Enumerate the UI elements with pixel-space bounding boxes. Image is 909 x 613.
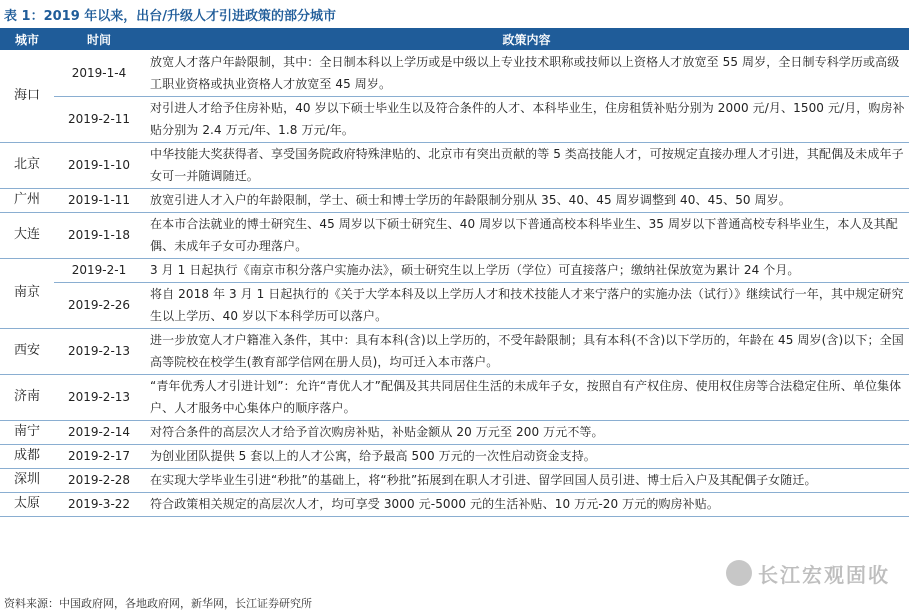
city-cell: 广州 — [0, 188, 54, 212]
date-cell: 2019-2-13 — [54, 328, 144, 374]
city-cell: 海口 — [0, 50, 54, 142]
policy-cell: 对符合条件的高层次人才给予首次购房补贴，补贴金额从 20 万元至 200 万元不等。 — [144, 420, 909, 444]
table-row — [0, 188, 909, 212]
table-row — [0, 50, 909, 96]
table-row — [0, 258, 909, 282]
city-cell: 北京 — [0, 142, 54, 188]
city-cell: 西安 — [0, 328, 54, 374]
policy-cell: 进一步放宽人才户籍准入条件，其中：具有本科(含)以上学历的，不受年龄限制；具有本科(不含)以下学历的，年龄在 45 周岁(含)以下；全国高等院校在校学生(教育部学信网在册人员)，均可迁入本市落户。 — [144, 328, 909, 374]
city-cell: 南京 — [0, 258, 54, 328]
policy-table — [0, 28, 909, 517]
policy-cell: 放宽人才落户年龄限制，其中：全日制本科以上学历或是中级以上专业技术职称或技师以上资格人才放宽至 55 周岁，全日制专科学历或高级工职业资格或执业资格人才放宽至 45 周岁。 — [144, 50, 909, 96]
city-cell: 成都 — [0, 444, 54, 468]
date-cell: 2019-2-17 — [54, 444, 144, 468]
table-row — [0, 374, 909, 420]
policy-cell: 将自 2018 年 3 月 1 日起执行的《关于大学本科及以上学历人才和技术技能人才来宁落户的实施办法（试行）》继续试行一年，其中规定研究生以上学历、40 岁以下本科学历可以落户。 — [144, 282, 909, 328]
policy-cell: 符合政策相关规定的高层次人才，均可享受 3000 元-5000 元的生活补贴、10 万元-20 万元的购房补贴。 — [144, 492, 909, 516]
table-row — [0, 96, 909, 142]
city-cell: 济南 — [0, 374, 54, 420]
header-city: 城市 — [14, 32, 39, 47]
city-cell: 南宁 — [0, 420, 54, 444]
table-row — [0, 212, 909, 258]
header-policy: 政策内容 — [502, 32, 551, 47]
city-cell: 深圳 — [0, 468, 54, 492]
watermark-text: 长江宏观固收 — [758, 562, 890, 587]
date-cell: 2019-1-11 — [54, 188, 144, 212]
date-cell: 2019-2-28 — [54, 468, 144, 492]
table-row — [0, 282, 909, 328]
table-row — [0, 444, 909, 468]
wechat-logo-icon — [726, 560, 752, 586]
policy-cell: 中华技能大奖获得者、享受国务院政府特殊津贴的、北京市有突出贡献的等 5 类高技能人才，可按规定直接办理人才引进，其配偶及未成年子女可一并随调随迁。 — [144, 142, 909, 188]
table-row — [0, 142, 909, 188]
policy-cell: “青年优秀人才引进计划”：允许“青优人才”配偶及其共同居住生活的未成年子女，按照自有产权住房、使用权住房等合法稳定住所、单位集体户、人才服务中心集体户的顺序落户。 — [144, 374, 909, 420]
date-cell: 2019-2-11 — [54, 96, 144, 142]
table-row — [0, 328, 909, 374]
header-date: 时间 — [86, 32, 111, 47]
watermark — [726, 556, 906, 590]
city-cell: 大连 — [0, 212, 54, 258]
date-cell: 2019-2-13 — [54, 374, 144, 420]
table-row — [0, 468, 909, 492]
policy-cell: 3 月 1 日起执行《南京市积分落户实施办法》，硕士研究生以上学历（学位）可直接落户；缴纳社保放宽为累计 24 个月。 — [144, 258, 909, 282]
date-cell: 2019-1-10 — [54, 142, 144, 188]
date-cell: 2019-3-22 — [54, 492, 144, 516]
date-cell: 2019-2-26 — [54, 282, 144, 328]
policy-cell: 在实现大学毕业生引进“秒批”的基础上，将“秒批”拓展到在职人才引进、留学回国人员引进、博士后入户及其配偶子女随迁。 — [144, 468, 909, 492]
table-header-row — [0, 28, 909, 50]
date-cell: 2019-1-18 — [54, 212, 144, 258]
table-row — [0, 492, 909, 516]
city-cell: 太原 — [0, 492, 54, 516]
table-row — [0, 420, 909, 444]
date-cell: 2019-2-14 — [54, 420, 144, 444]
date-cell: 2019-2-1 — [54, 258, 144, 282]
policy-cell: 放宽引进人才入户的年龄限制，学士、硕士和博士学历的年龄限制分别从 35、40、45 周岁调整到 40、45、50 周岁。 — [144, 188, 909, 212]
policy-cell: 对引进人才给予住房补贴，40 岁以下硕士毕业生以及符合条件的人才、本科毕业生，住房租赁补贴分别为 2000 元/月、1500 元/月，购房补贴分别为 2.4 万元/年、1.8 万元/年。 — [144, 96, 909, 142]
table-caption: 表 1：2019 年以来，出台/升级人才引进政策的部分城市 — [4, 9, 337, 24]
policy-cell: 在本市合法就业的博士研究生、45 周岁以下硕士研究生、40 周岁以下普通高校本科毕业生、35 周岁以下普通高校专科毕业生，本人及其配偶、未成年子女可办理落户。 — [144, 212, 909, 258]
date-cell: 2019-1-4 — [54, 50, 144, 96]
source-note: 资料来源：中国政府网，各地政府网，新华网，长江证券研究所 — [4, 597, 312, 610]
policy-cell: 为创业团队提供 5 套以上的人才公寓，给予最高 500 万元的一次性启动资金支持。 — [144, 444, 909, 468]
